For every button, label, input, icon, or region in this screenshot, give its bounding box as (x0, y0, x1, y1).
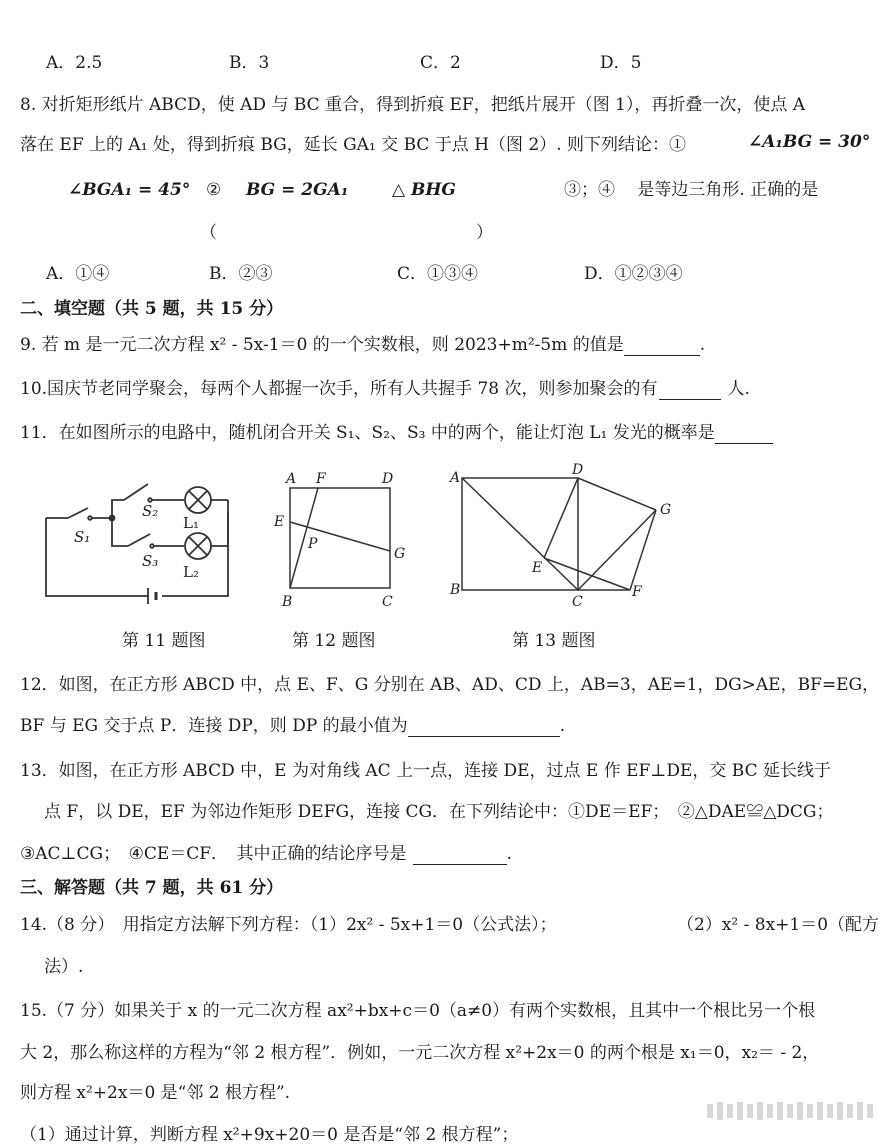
q12-line2: BF 与 EG 交于点 P．连接 DP，则 DP 的最小值为 (20, 716, 408, 736)
fig12-label-c: C (382, 594, 393, 610)
fig13-label-e: E (532, 560, 543, 576)
section-3-heading: 三、解答题（共 7 题，共 61 分） (20, 878, 284, 898)
q14-line2: 法）. (44, 957, 84, 977)
q7-option-d: D．5 (600, 53, 642, 73)
q11-stem: 11．在如图所示的电路中，随机闭合开关 S₁、S₂、S₃ 中的两个，能让灯泡 L₁ 发光的概率是 (20, 423, 715, 443)
fig11-label-s1: S₁ (74, 528, 91, 546)
fig11-label-l1: L₁ (183, 514, 199, 532)
fig12-label-e: E (274, 514, 285, 530)
q13-answer-blank[interactable] (413, 846, 507, 865)
q8-formula-bg: BG = 2GA₁ (246, 180, 349, 200)
figure-11-circuit (38, 470, 238, 610)
q9-text (20, 334, 705, 356)
q12-line2-wrap (20, 715, 565, 737)
figure-13-square-rectangle (446, 460, 686, 610)
fig13-caption: 第 13 题图 (512, 631, 596, 651)
q14-line1a: 14.（8 分） 用指定方法解下列方程：（1）2x² - 5x+1＝0（公式法）； (20, 915, 557, 935)
q11-text (20, 422, 773, 444)
q12-line1: 12．如图，在正方形 ABCD 中，点 E、F、G 分别在 AB、AD、CD 上，AB=3，AE=1，DG>AE，BF=EG， (20, 675, 880, 695)
fig13-label-c: C (572, 594, 583, 610)
watermark-logo-icon (707, 1098, 877, 1124)
q10-stem: 10.国庆节老同学聚会，每两个人都握一次手，所有人共握手 78 次，则参加聚会的有 (20, 379, 658, 399)
fig11-label-s3: S₃ (142, 552, 159, 570)
q8-formula-angle-a1bg: ∠A₁BG = 30° (748, 132, 871, 152)
fig12-label-b: B (282, 594, 293, 610)
fig12-label-p: P (308, 536, 318, 552)
fig12-label-a: A (286, 471, 297, 487)
q8-tail: ③；④ 是等边三角形. 正确的是 (564, 180, 819, 200)
q8-paren-open: （ (200, 223, 217, 243)
fig12-label-g: G (394, 546, 406, 562)
q7-option-a: A．2.5 (46, 53, 103, 73)
q14-line1b: （2）x² - 8x+1＝0（配方 (677, 915, 880, 935)
q9-answer-blank[interactable] (624, 337, 700, 356)
fig13-label-g: G (660, 502, 672, 518)
q8-formula-angle-bga1: ∠BGA₁ = 45° (68, 180, 191, 200)
q8-option-a: A．①④ (46, 264, 110, 284)
q10-end: 人. (727, 379, 750, 399)
q8-line1: 8. 对折矩形纸片 ABCD，使 AD 与 BC 重合，得到折痕 EF，把纸片展开（图 1），再折叠一次，使点 A (20, 95, 806, 115)
fig13-label-a: A (450, 470, 461, 486)
fig13-label-d: D (572, 462, 584, 478)
fig12-label-d: D (382, 471, 394, 487)
fig12-label-f: F (316, 471, 326, 487)
q10-text (20, 378, 750, 400)
q13-end: . (506, 844, 512, 864)
q8-option-b: B．②③ (209, 264, 273, 284)
q15-line1: 15.（7 分）如果关于 x 的一元二次方程 ax²+bx+c＝0（a≠0）有两个实数根，且其中一个根比另一个根 (20, 1001, 816, 1021)
fig12-caption: 第 12 题图 (292, 631, 376, 651)
q15-line3: 则方程 x²+2x＝0 是“邻 2 根方程”. (20, 1083, 291, 1103)
q13-line3: ③AC⊥CG； ④CE＝CF． 其中正确的结论序号是 (20, 844, 407, 864)
section-2-heading: 二、填空题（共 5 题，共 15 分） (20, 299, 284, 319)
fig13-label-f: F (632, 584, 642, 600)
q7-option-b: B．3 (229, 53, 270, 73)
fig13-label-b: B (450, 582, 461, 598)
fig11-caption: 第 11 题图 (122, 631, 206, 651)
q7-option-c: C．2 (420, 53, 461, 73)
q12-end: . (559, 716, 566, 736)
q15-line2: 大 2，那么称这样的方程为“邻 2 根方程”．例如，一元二次方程 x²+2x＝0 的两个根是 x₁＝0，x₂＝ - 2， (20, 1043, 820, 1063)
q9-end: . (699, 335, 706, 355)
q8-paren-close: ） (476, 223, 493, 243)
q12-answer-blank[interactable] (408, 718, 560, 737)
q8-option-d: D．①②③④ (584, 264, 683, 284)
q13-line3-wrap (20, 843, 512, 865)
q8-line2: 落在 EF 上的 A₁ 处，得到折痕 BG，延长 GA₁ 交 BC 于点 H（图 2）. 则下列结论：① (20, 135, 687, 155)
q13-line1: 13．如图，在正方形 ABCD 中，E 为对角线 AC 上一点，连接 DE，过点 E 作 EF⊥DE，交 BC 延长线于 (20, 761, 831, 781)
fig11-label-l2: L₂ (183, 563, 199, 581)
figure-12-square (268, 466, 418, 614)
fig11-label-s2: S₂ (142, 502, 159, 520)
q8-option-c: C．①③④ (397, 264, 479, 284)
q11-answer-blank[interactable] (715, 425, 773, 444)
q8-formula-triangle: △ BHG (392, 180, 456, 200)
q10-answer-blank[interactable] (659, 381, 721, 400)
q13-line2: 点 F，以 DE，EF 为邻边作矩形 DEFG，连接 CG．在下列结论中：①DE＝EF； ②△DAE≌△DCG； (44, 802, 834, 822)
q8-circled-2: ② (206, 180, 222, 200)
q9-stem: 9. 若 m 是一元二次方程 x² - 5x-1＝0 的一个实数根，则 2023+m²-5m 的值是 (20, 335, 624, 355)
q15-line4: （1）通过计算，判断方程 x²+9x+20＝0 是否是“邻 2 根方程”； (20, 1125, 519, 1145)
